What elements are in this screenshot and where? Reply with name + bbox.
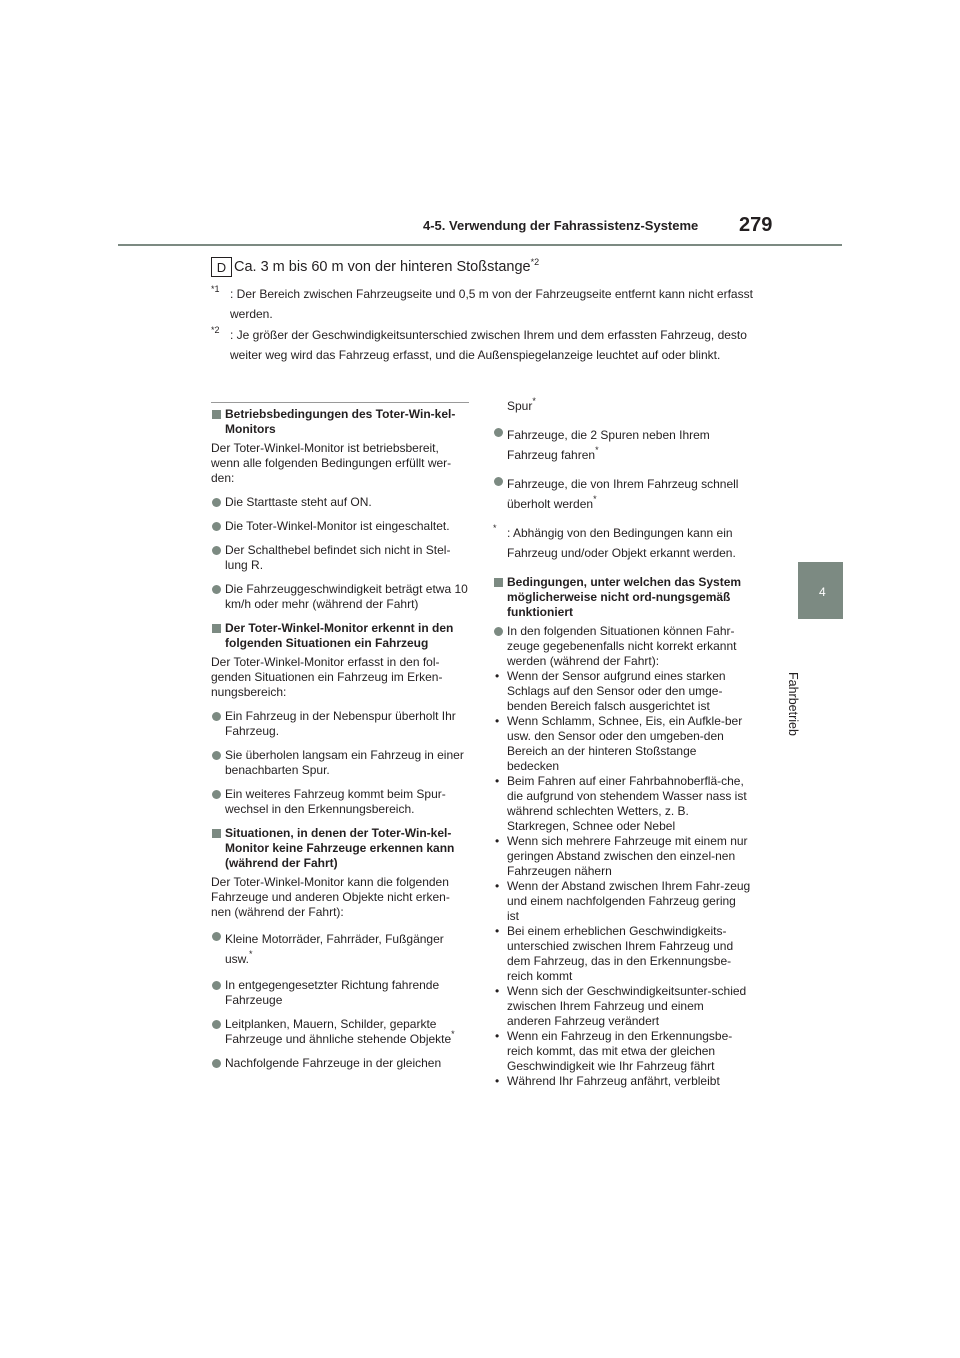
bullet-item: Ein Fahrzeug in der Nebenspur überholt Ihr Fahrzeug. — [211, 709, 469, 739]
header-rule — [118, 244, 842, 246]
section-heading: Situationen, in denen der Toter-Win-kel-Monitor keine Fahrzeuge erkennen kann (während der Fahrt) — [211, 826, 469, 871]
paragraph: Der Toter-Winkel-Monitor ist betriebsbereit, wenn alle folgenden Bedingungen erfüllt wer-den: — [211, 441, 452, 485]
dash-item: • Wenn der Abstand zwischen Ihrem Fahr-zeug und einem nachfolgenden Fahrzeug gering ist — [493, 879, 751, 924]
footnote-ref: *2 — [530, 257, 540, 267]
bullet-item: Ein weiteres Fahrzeug kommt beim Spur-wechsel in den Erkennungsbereich. — [211, 787, 469, 817]
dash-item: • Wenn sich der Geschwindigkeitsunter-schied zwischen Ihrem Fahrzeug und einem anderen Fahrzeug verändert — [493, 984, 751, 1029]
section-heading: Der Toter-Winkel-Monitor erkennt in den folgenden Situationen ein Fahrzeug — [211, 621, 469, 651]
bullet-item: Die Starttaste steht auf ON. — [211, 495, 469, 510]
dash-item: • Wenn ein Fahrzeug in den Erkennungsbe-reich kommt, das mit etwa der gleichen Geschwindigkeit wie Ihr Fahrzeug fährt — [493, 1029, 751, 1074]
page-header-title: 4-5. Verwendung der Fahrassistenz-Systeme — [423, 218, 699, 233]
footnote-1 — [211, 284, 771, 324]
footnote-ref: * — [451, 1029, 455, 1039]
star-footnote: * : Abhängig von den Bedingungen kann ein Fahrzeug und/oder Objekt erkannt werden. — [493, 523, 736, 560]
footnote-2 — [211, 325, 771, 365]
dash-item: • Während Ihr Fahrzeug anfährt, verbleibt — [493, 1074, 751, 1089]
section-heading: Bedingungen, unter welchen das System möglicherweise nicht ord-nungsgemäß funktioniert — [493, 575, 751, 620]
zone-d-marker: D — [211, 257, 232, 277]
paragraph: Der Toter-Winkel-Monitor erfasst in den fol-genden Situationen ein Fahrzeug im Erken-nungsbereich: — [211, 655, 443, 699]
bullet-item: Leitplanken, Mauern, Schilder, geparkte Fahrzeuge und ähnliche stehende Objekte* — [211, 1017, 469, 1047]
bullet-item: Nachfolgende Fahrzeuge in der gleichen — [211, 1056, 469, 1071]
chapter-number: 4 — [819, 585, 826, 599]
dash-item: • Bei einem erheblichen Geschwindigkeits-unterschied zwischen Ihrem Fahrzeug und dem Fahrzeug, das in den Erkennungsbe-reich kommt — [493, 924, 751, 984]
footnote-text: : Der Bereich zwischen Fahrzeugseite und 0,5 m von der Fahrzeugseite entfernt kann nicht erfasst werden. — [230, 287, 753, 321]
bullet-item: Kleine Motorräder, Fahrräder, Fußgänger usw.* — [211, 929, 469, 969]
bullet-item: Sie überholen langsam ein Fahrzeug in einer benachbarten Spur. — [211, 748, 469, 778]
dash-item: • Beim Fahren auf einer Fahrbahnoberflä-che, die aufgrund von stehendem Wasser nass ist während schlechten Wetters, z. B. Starkregen, Schnee oder Nebel — [493, 774, 751, 834]
chapter-label: Fahrbetrieb — [786, 672, 800, 736]
dash-item: • Wenn Schlamm, Schnee, Eis, ein Aufkle-ber usw. den Sensor oder den umgeben-den Bereich an der hinteren Stoßstange bedecken — [493, 714, 751, 774]
bullet-item: Die Fahrzeuggeschwindigkeit beträgt etwa 10 km/h oder mehr (während der Fahrt) — [211, 582, 469, 612]
zone-d-text — [234, 259, 539, 275]
bullet-item: Der Schalthebel befindet sich nicht in Stel-lung R. — [211, 543, 469, 573]
zone-d-label: Ca. 3 m bis 60 m von der hinteren Stoßstange — [234, 259, 531, 275]
continued-text: Spur* — [507, 396, 536, 413]
bullet-item: In entgegengesetzter Richtung fahrende Fahrzeuge — [211, 978, 469, 1008]
footnote-ref: * — [593, 494, 597, 504]
dash-item: • Wenn sich mehrere Fahrzeuge mit einem nur geringen Abstand zwischen den einzel-nen Fahrzeugen nähern — [493, 834, 751, 879]
section-rule — [211, 402, 469, 403]
footnote-mark: *2 — [211, 325, 220, 335]
section-heading: Betriebsbedingungen des Toter-Win-kel-Monitors — [211, 407, 469, 437]
left-column — [211, 407, 469, 1080]
bullet-item: In den folgenden Situationen können Fahr-zeuge gegebenenfalls nicht korrekt erkannt werden (während der Fahrt): — [493, 624, 751, 669]
footnote-ref: * — [532, 396, 536, 406]
bullet-item: Fahrzeuge, die 2 Spuren neben Ihrem Fahrzeug fahren* — [493, 425, 751, 465]
footnote-ref: * — [249, 949, 253, 959]
bullet-item: Fahrzeuge, die von Ihrem Fahrzeug schnell überholt werden* — [493, 474, 751, 514]
dash-item: • Wenn der Sensor aufgrund eines starken Schlags auf den Sensor oder den umge-benden Bereich falsch ausgerichtet ist — [493, 669, 751, 714]
footnote-ref: * — [595, 445, 599, 455]
footnote-text: : Je größer der Geschwindigkeitsunterschied zwischen Ihrem und dem erfassten Fahrzeug, desto weiter weg wird das Fahrzeug erfasst, und die Außenspiegelanzeige leuchtet auf oder blinkt. — [230, 328, 747, 362]
footnote-mark: *1 — [211, 284, 220, 294]
bullet-item: Die Toter-Winkel-Monitor ist eingeschaltet. — [211, 519, 469, 534]
right-column — [493, 396, 751, 1089]
paragraph: Der Toter-Winkel-Monitor kann die folgenden Fahrzeuge und anderen Objekte nicht erken-nen (während der Fahrt): — [211, 875, 450, 919]
page-number: 279 — [739, 214, 773, 236]
